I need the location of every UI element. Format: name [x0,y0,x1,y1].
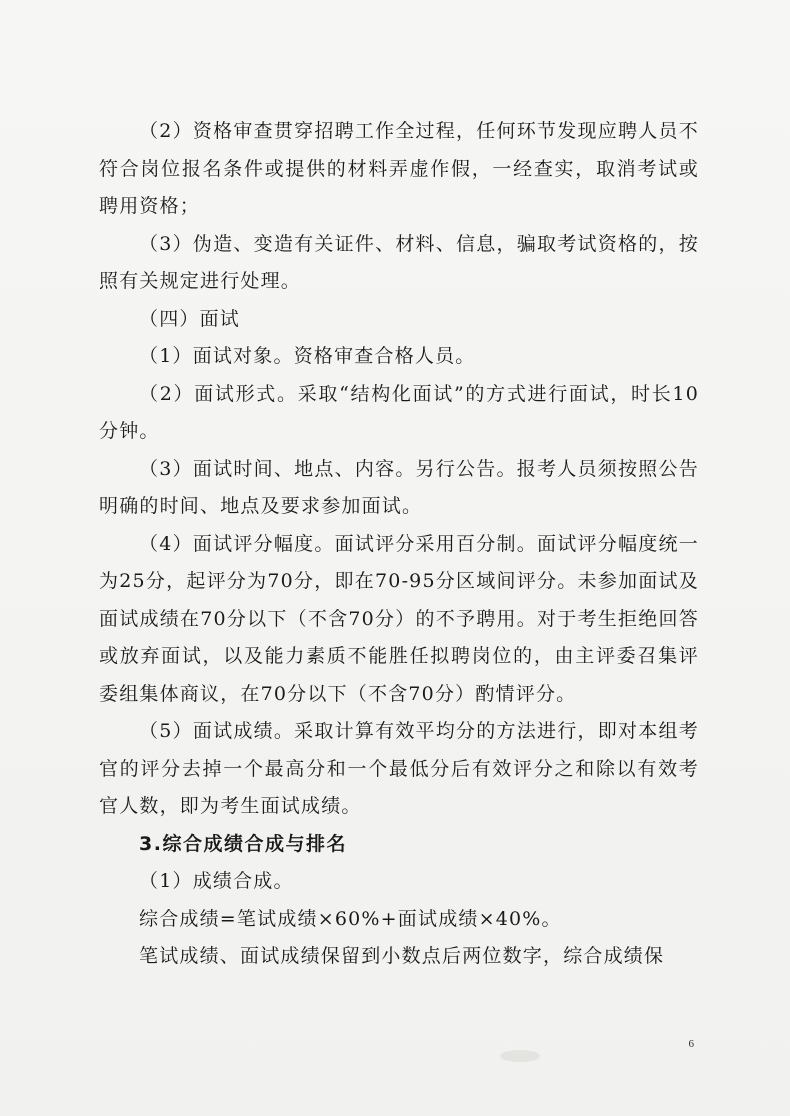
paragraph-score-rounding: 笔试成绩、面试成绩保留到小数点后两位数字，综合成绩保 [139,945,665,967]
page-number: 6 [688,1038,694,1050]
paragraph-interview-target: （1）面试对象。资格审查合格人员。 [139,345,476,367]
paragraph-forgery-handling: （3）伪造、变造有关证件、材料、信息，骗取考试资格的，按照有关规定进行处理。 [99,232,699,292]
document-body [99,113,699,976]
paragraph-interview-format: （2）面试形式。采取“结构化面试”的方式进行面试，时长10分钟。 [99,382,699,442]
section-heading-composite-score: 3.综合成绩合成与排名 [139,832,347,855]
paragraph-interview-time-place: （3）面试时间、地点、内容。另行公告。报考人员须按照公告明确的时间、地点及要求参加面试。 [99,457,699,517]
heading-interview: （四）面试 [139,307,241,330]
paragraph-score-formula: 综合成绩=笔试成绩×60%+面试成绩×40%。 [139,907,562,930]
paragraph-interview-score: （5）面试成绩。采取计算有效平均分的方法进行，即对本组考官的评分去掉一个最高分和一个最低分后有效评分之和除以有效考官人数，即为考生面试成绩。 [99,720,699,817]
paragraph-score-synthesis: （1）成绩合成。 [139,870,294,892]
paragraph-interview-scoring: （4）面试评分幅度。面试评分采用百分制。面试评分幅度统一为25分，起评分为70分，即在70-95分区域间评分。未参加面试及面试成绩在70分以下（不含70分）的不予聘用。对于考生拒绝回答或放弃面试，以及能力素质不能胜任拟聘岗位的，由主评委召集评委组集体商议，在70分以下（不含70分）酌情评分。 [99,532,699,705]
paragraph-qualification-review: （2）资格审查贯穿招聘工作全过程，任何环节发现应聘人员不符合岗位报名条件或提供的材料弄虚作假，一经查实，取消考试或聘用资格； [99,120,699,217]
scan-smudge [500,1050,540,1062]
